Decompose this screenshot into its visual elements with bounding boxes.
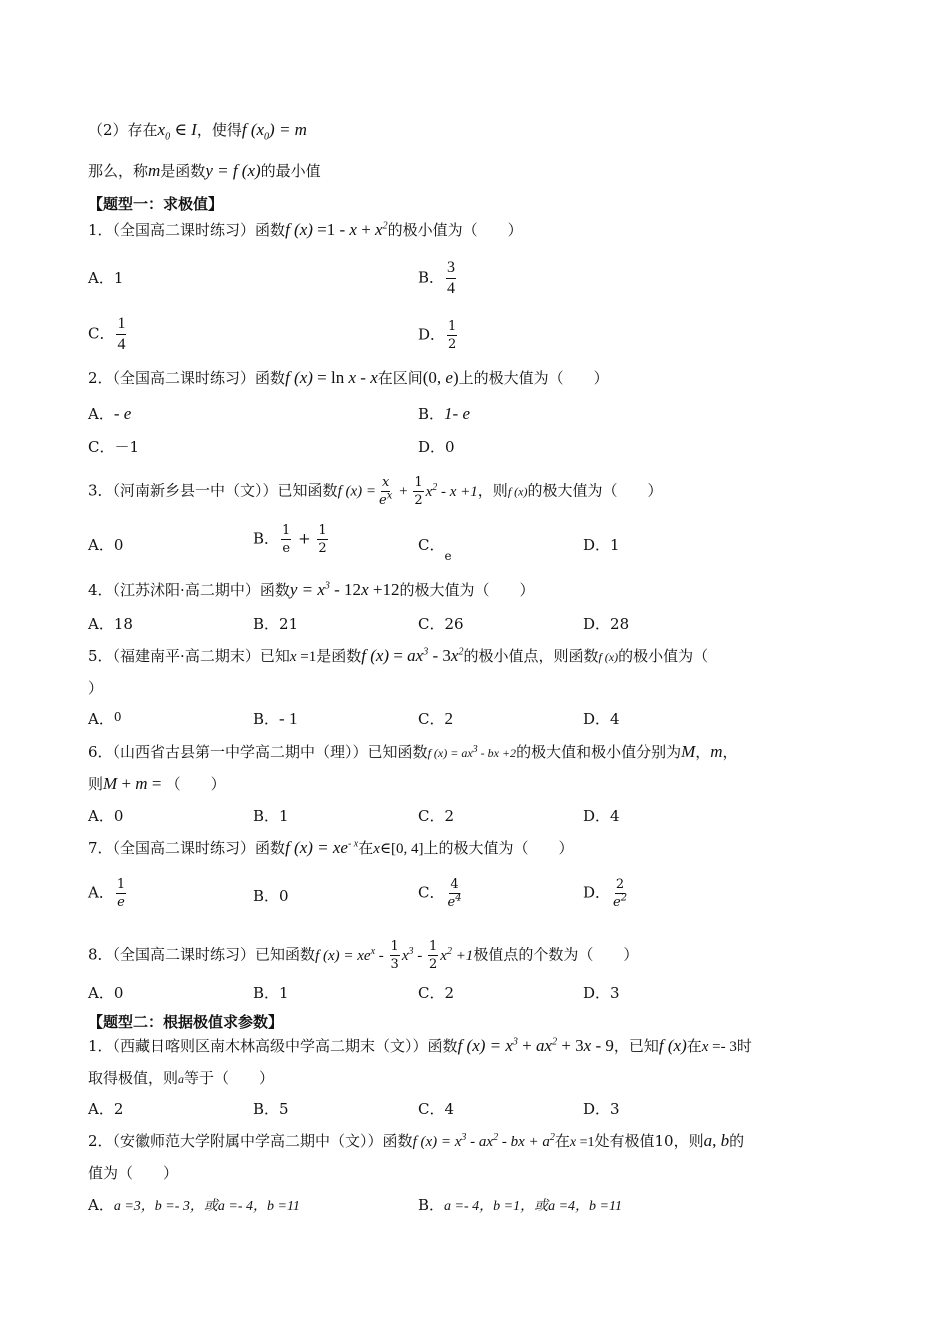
q1-3-option-a: A．0 (88, 536, 124, 554)
q1-5-option-c: C．2 (418, 709, 453, 728)
q1-8-option-b: B．1 (253, 984, 289, 1002)
q2-2-option-b: B．a =- 4，b =1，或a =4，b =11 (418, 1196, 622, 1214)
section-title-1: 【题型一：求极值】 (88, 195, 224, 213)
math-y-eq-fx: y = f (x) (205, 161, 261, 180)
q1-7-option-c: C． $\frac{4}{e^4}$ (418, 877, 462, 910)
q1-7-option-a: A． $\frac{1}{e}$ (88, 877, 126, 910)
question-1-6: 6．（山西省古县第一中学高二期中（理））已知函数f $(x) = ax^3$ - bx +2的极大值和极小值分别为M，m， (88, 742, 738, 761)
q1-1-option-d: D． $\frac{1}{2}$ (418, 319, 457, 352)
q1-2-option-b: B．1- e (418, 404, 470, 423)
q1-6-option-a: A．0 (88, 807, 124, 825)
question-1-1: 1．（全国高二课时练习）函数f $(x) =1 - x + x^2$的极小值为（ ） (88, 220, 523, 239)
q1-1-option-c: C． $\frac{1}{4}$ (88, 315, 126, 353)
question-1-5-line2: ） (88, 679, 104, 697)
question-2-1-line2: 取得极值，则a等于（ ） (88, 1069, 275, 1087)
q1-3-option-b: B． $\frac{1}{e}$ + $\frac{1}{2}$ (253, 523, 327, 556)
q1-2-option-a: A．- e (88, 404, 132, 423)
q1-6-option-c: C．2 (418, 807, 455, 825)
question-1-4: 4．（江苏沭阳·高二期中）函数$y = x^3 - 12x +12$的极大值为（ ） (88, 580, 535, 599)
q1-5-option-a: A．$^0$ (88, 710, 122, 728)
q1-6-option-d: D．4 (583, 807, 620, 825)
q2-1-option-a: A．2 (88, 1100, 124, 1118)
question-2-2-line2: 值为（ ） (88, 1164, 179, 1182)
question-2-2: 2．（安徽师范大学附属中学高二期中（文））函数f $(x) = x^3 - ax^2$ - bx + $a^2$在x =1处有极值10，则a, b的 (88, 1131, 745, 1150)
question-1-3: 3．（河南新乡县一中（文））已知函数f (x) = $\frac{x}{e^x}$ + $\frac{1}{2}$ $x^2 - x +1$，则f (x)的极大值为（ ） (88, 475, 663, 508)
question-1-8: 8．（全国高二课时练习）已知函数f $(x) = xe^x$ - $\frac{1}{3}$ $x^3$ - $\frac{1}{2}$ $x^2 +1$极值点的个数为（ ） (88, 939, 639, 972)
q2-1-option-b: B．5 (253, 1100, 289, 1118)
q1-1-option-b: B． $\frac{3}{4}$ (418, 259, 456, 297)
q1-3-option-d: D．1 (583, 536, 620, 554)
q1-8-option-d: D．3 (583, 984, 620, 1002)
question-1-6-line2: 则M + m = （ ） (88, 774, 226, 793)
q1-6-option-b: B．1 (253, 807, 289, 825)
q1-2-option-d: D．0 (418, 438, 455, 456)
q1-2-option-c: C．－1 (88, 438, 140, 456)
question-1-2: 2．（全国高二课时练习）函数f (x) = ln x - x在区间(0, e)上的极大值为（ ） (88, 368, 609, 387)
question-2-1: 1．（西藏日喀则区南木林高级中学高二期末（文））函数f $(x) = x^3 + ax^2 + 3x - 9$，已知f (x)在x =- 3时 (88, 1036, 752, 1055)
q1-7-option-b: B．0 (253, 887, 289, 905)
question-1-5: 5．（福建南平·高二期末）已知x =1是函数f $(x) = ax^3 - 3x^2$的极小值点，则函数f (x)的极小值为（ (88, 646, 709, 665)
q2-2-option-a: A．a =3，b =- 3，或a =- 4，b =11 (88, 1196, 300, 1214)
q2-1-option-d: D．3 (583, 1100, 620, 1118)
q1-4-option-a: A．18 (88, 615, 133, 633)
q1-5-option-d: D．4 (583, 710, 620, 728)
q1-4-option-c: C．26 (418, 615, 464, 633)
question-1-7: 7．（全国高二课时练习）函数f $(x) = xe^{- x}$在x∈[0, 4]上的极大值为（ ） (88, 838, 574, 857)
q1-3-option-c: C．$_e$ (418, 536, 452, 563)
conclusion-line: 那么，称m是函数y = f (x)的最小值 (88, 161, 321, 180)
q1-7-option-d: D． $\frac{2}{e^2}$ (583, 877, 628, 910)
section-title-2: 【题型二：根据极值求参数】 (88, 1013, 284, 1031)
q1-1-option-a: A．1 (88, 269, 124, 287)
q1-5-option-b: B．- 1 (253, 709, 298, 728)
condition-2-line: （2）存在$x_0$ ∈ I，使得f $(x_0) = m$ (88, 120, 307, 143)
math-f-x0-eq-m: f $(x_0) = m$ (241, 120, 307, 143)
q1-8-option-a: A．0 (88, 984, 124, 1002)
q1-8-option-c: C．2 (418, 984, 455, 1002)
q1-4-option-b: B．21 (253, 615, 299, 633)
math-x0-in-I: $x_0$ ∈ I (157, 120, 197, 143)
q1-4-option-d: D．28 (583, 615, 630, 633)
q2-1-option-c: C．4 (418, 1100, 455, 1118)
